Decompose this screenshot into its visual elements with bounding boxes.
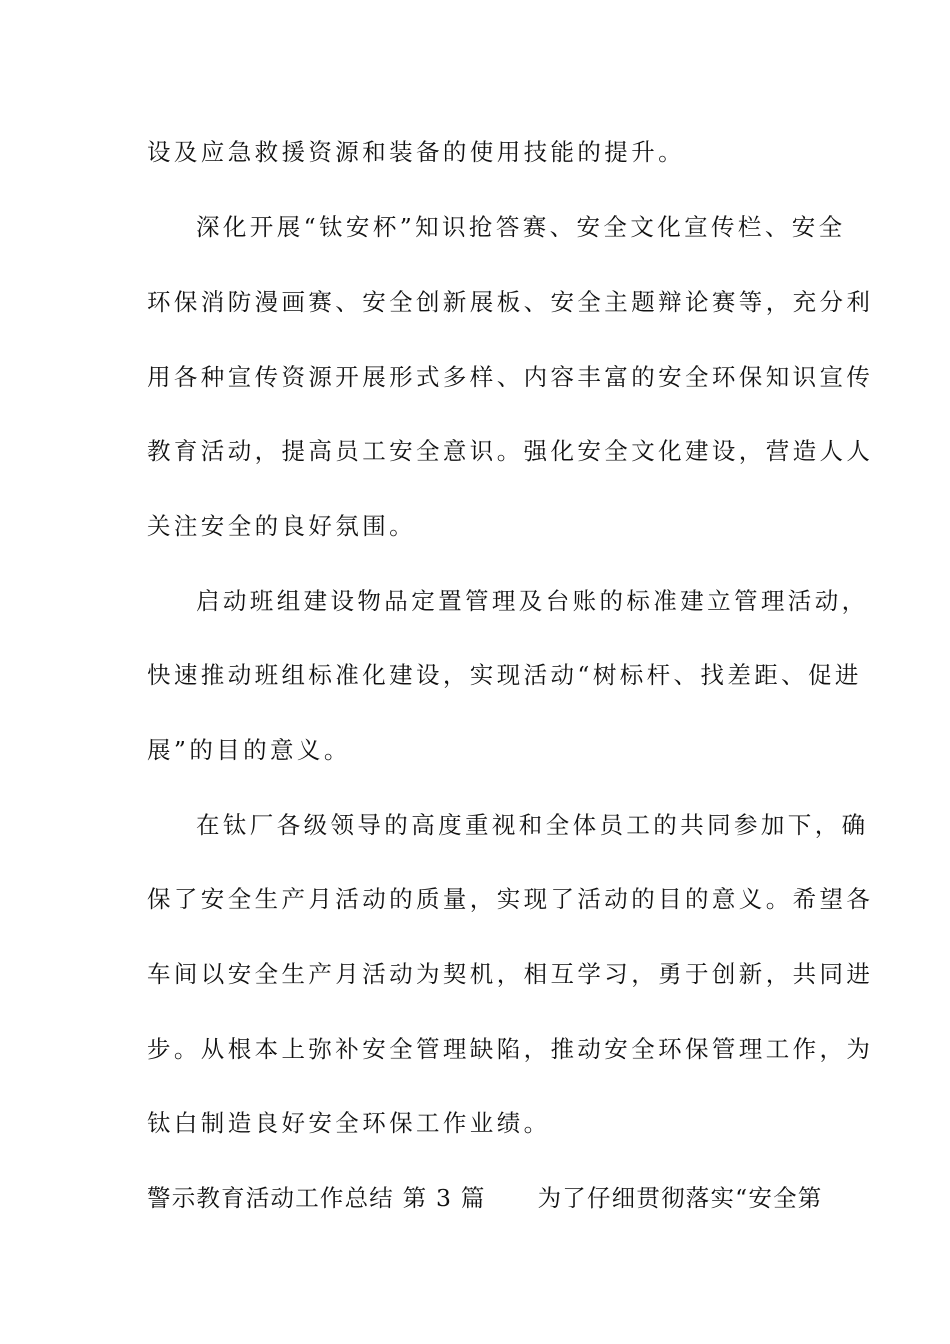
section-heading-line (147, 1183, 827, 1213)
paragraph-line: 步。从根本上弥补安全管理缺陷，推动安全环保管理工作，为 (147, 1035, 874, 1063)
paragraph-line: 环保消防漫画赛、安全创新展板、安全主题辩论赛等，充分利 (147, 288, 874, 316)
paragraph-line: 设及应急救援资源和装备的使用技能的提升。 (147, 138, 685, 166)
paragraph-line: 快速推动班组标准化建设，实现活动“树标杆、找差距、促进 (147, 661, 862, 689)
paragraph-line: 用各种宣传资源开展形式多样、内容丰富的安全环保知识宣传 (147, 363, 874, 391)
heading-title: 警示教育活动工作总结 (147, 1184, 394, 1212)
paragraph-line: 深化开展“钛安杯”知识抢答赛、安全文化宣传栏、安全 (196, 213, 846, 241)
paragraph-line: 在钛厂各级领导的高度重视和全体员工的共同参加下，确 (196, 811, 869, 839)
heading-continuation: 为了仔细贯彻落实“安全第 (537, 1184, 823, 1212)
heading-section-number: 第 3 篇 (402, 1184, 486, 1212)
paragraph-line: 展”的目的意义。 (147, 736, 351, 764)
paragraph-line: 关注安全的良好氛围。 (147, 512, 416, 540)
paragraph-line: 教育活动，提高员工安全意识。强化安全文化建设，营造人人 (147, 437, 874, 465)
paragraph-line: 保了安全生产月活动的质量，实现了活动的目的意义。希望各 (147, 885, 874, 913)
paragraph-line: 启动班组建设物品定置管理及台账的标准建立管理活动， (196, 587, 869, 615)
paragraph-line: 车间以安全生产月活动为契机，相互学习，勇于创新，共同进 (147, 960, 874, 988)
paragraph-line: 钛白制造良好安全环保工作业绩。 (147, 1109, 551, 1137)
